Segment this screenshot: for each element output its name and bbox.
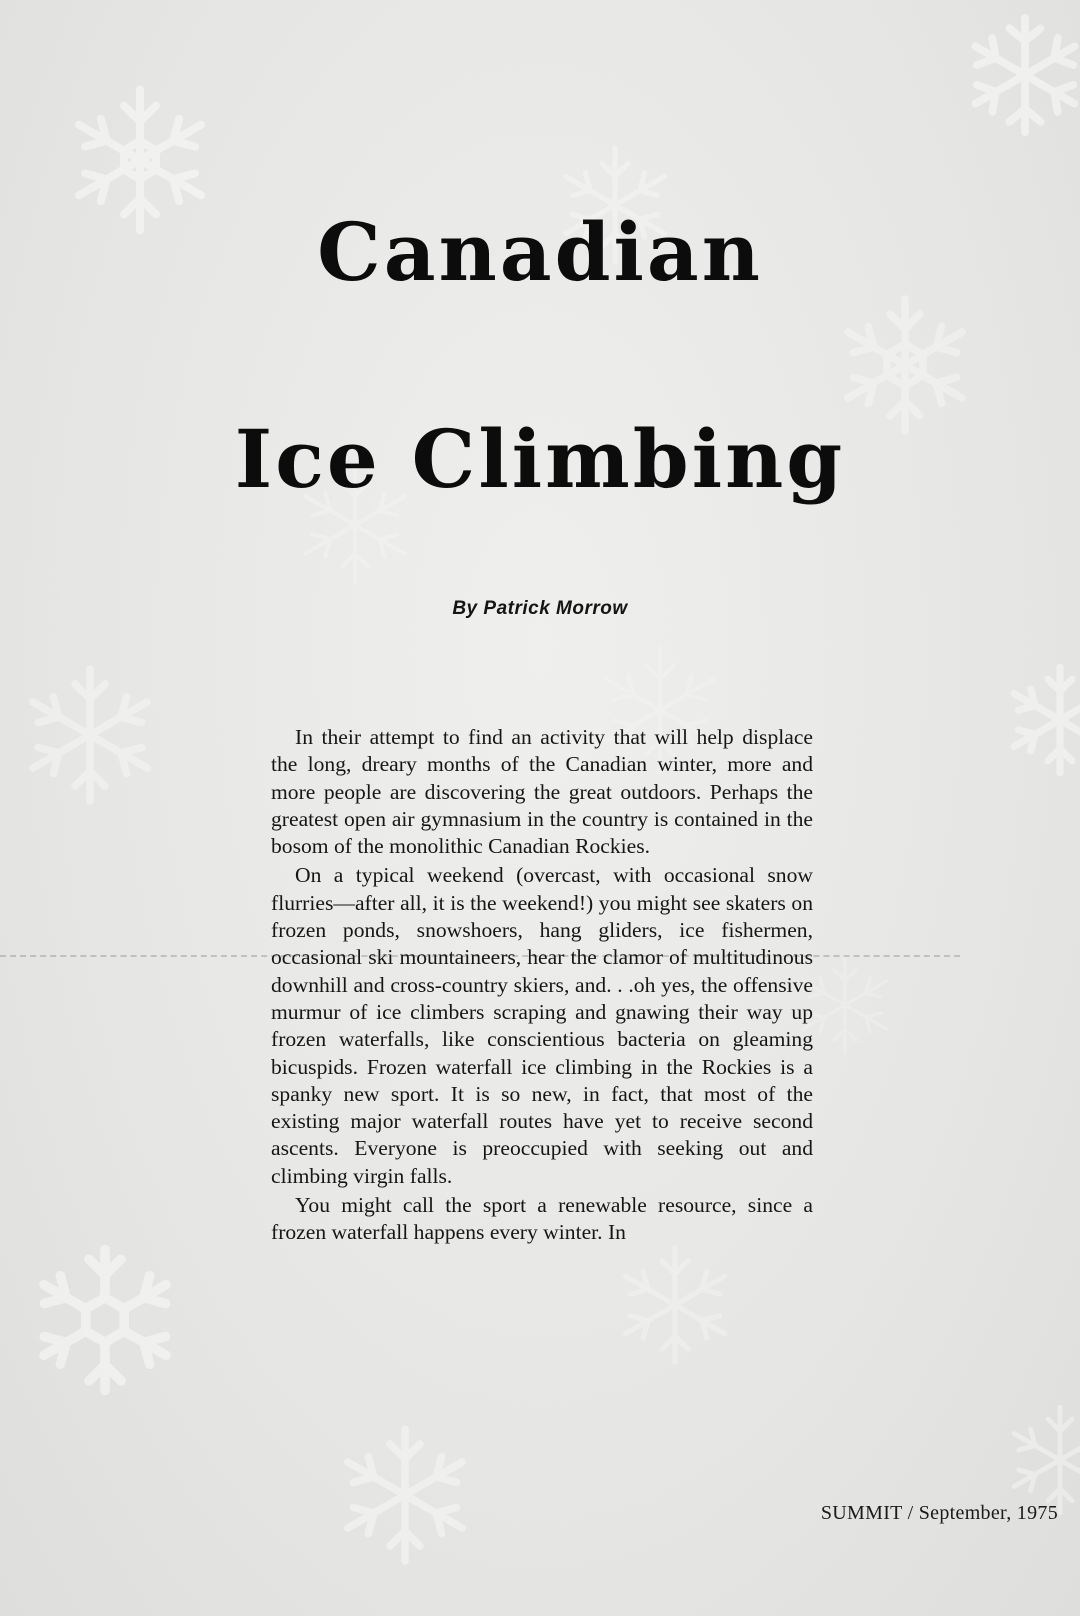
article-title-line-1: Canadian	[317, 205, 763, 299]
body-paragraph: In their attempt to find an activity that will help displace the long, dreary months of the Canadian winter, more and more people are discovering the great outdoors. Perhaps the greatest open air gymnasium in the country is contained in the bosom of the monolithic Canadian Rockies.	[271, 725, 813, 859]
article-byline: By Patrick Morrow	[452, 598, 628, 619]
snowflake-icon	[960, 10, 1080, 140]
snowflake-icon	[330, 1420, 480, 1570]
body-paragraph: You might call the sport a renewable resource, since a frozen waterfall happens every winter. In	[271, 1193, 813, 1245]
snowflake-icon	[25, 1240, 185, 1400]
snowflake-icon	[1000, 660, 1080, 780]
article-body	[271, 724, 813, 1249]
snowflake-icon	[15, 660, 165, 810]
article-title-line-2: Ice Climbing	[234, 412, 846, 506]
body-paragraph: On a typical weekend (overcast, with occasional snow flurries—after all, it is the weekend!) you might see skaters on frozen ponds, snowshoers, hang gliders, ice fishermen, occasional ski mountaineers, hear the clamor of multitudinous downhill and cross-country skiers, and. . .oh yes, the offensive murmur of ice climbers scraping and gnawing their way up frozen waterfalls, like conscientious bacteria on gleaming bicuspids. Frozen waterfall ice climbing in the Rockies is a spanky new sport. It is so new, in fact, that most of the existing major waterfall routes have yet to receive second ascents. Everyone is preoccupied with seeking out and climbing virgin falls.	[271, 863, 813, 1188]
page-footer-credit: SUMMIT / September, 1975	[820, 1502, 1058, 1524]
snowflake-icon	[610, 1240, 740, 1370]
